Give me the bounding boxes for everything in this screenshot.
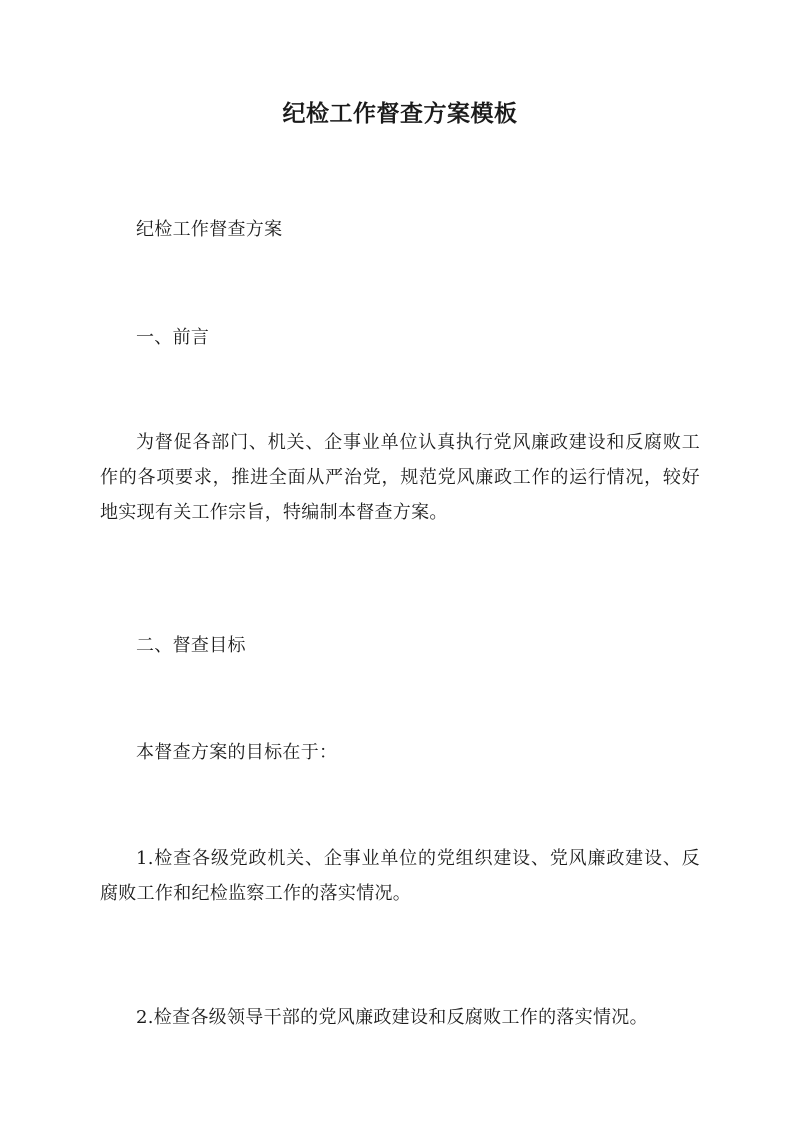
- goal-item-1: 1.检查各级党政机关、企事业单位的党组织建设、党风廉政建设、反腐败工作和纪检监察工作的落实情况。: [100, 848, 700, 904]
- goal-item-2: 2.检查各级领导干部的党风廉政建设和反腐败工作的落实情况。: [136, 1007, 648, 1028]
- section-heading-preface: 一、前言: [136, 327, 210, 348]
- document-subtitle: 纪检工作督查方案: [136, 219, 283, 240]
- goals-intro-paragraph: 本督查方案的目标在于：: [136, 742, 338, 763]
- section-heading-goals: 二、督查目标: [136, 635, 246, 656]
- preface-paragraph: 为督促各部门、机关、企事业单位认真执行党风廉政建设和反腐败工作的各项要求，推进全面从严治党，规范党风廉政工作的运行情况，较好地实现有关工作宗旨，特编制本督查方案。: [100, 432, 700, 523]
- document-title: 纪检工作督查方案模板: [282, 100, 518, 127]
